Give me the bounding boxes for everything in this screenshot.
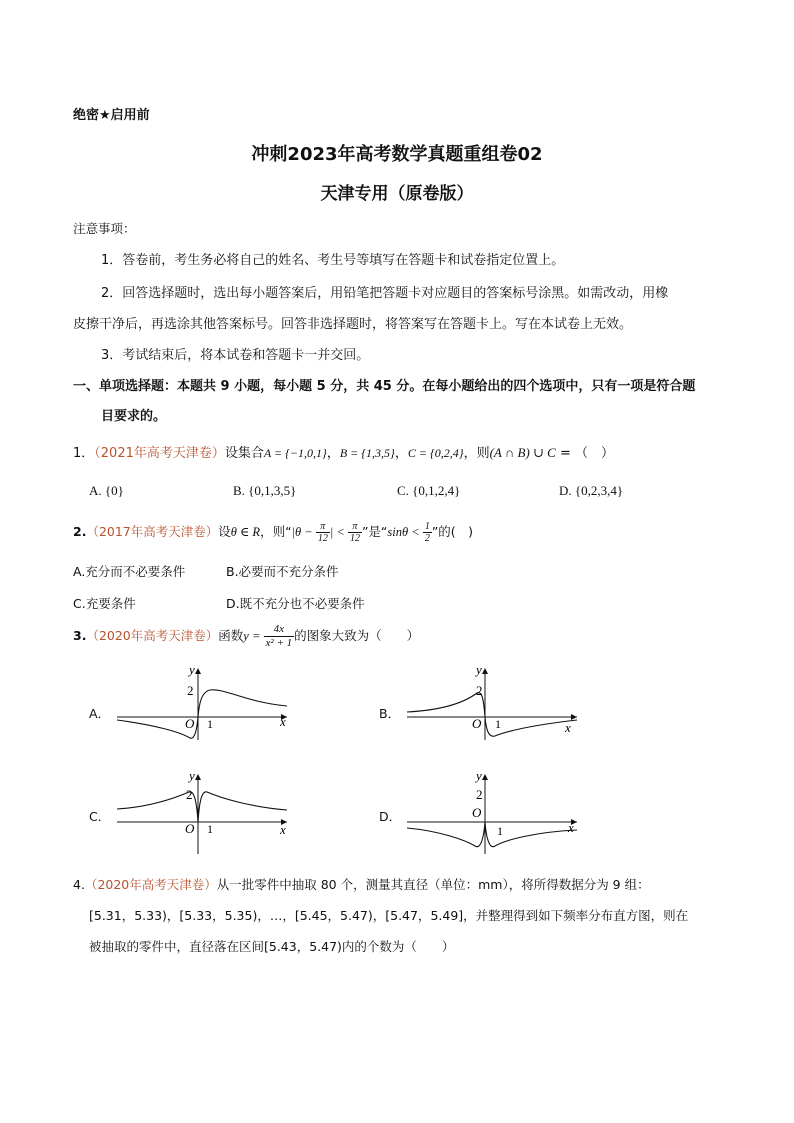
- graph-a: [115, 660, 300, 742]
- axis-label-x: x: [568, 820, 574, 835]
- q2-option-b: B.必要而不充分条件: [226, 564, 339, 579]
- numerator: 1: [424, 521, 430, 532]
- sin-expression: sinθ <: [387, 525, 423, 539]
- tick-label-2: 2: [476, 683, 483, 698]
- numerator: π: [316, 521, 330, 533]
- axis-label-y: y: [189, 662, 195, 677]
- notes-heading: 注意事项：: [73, 221, 136, 236]
- q1-option-a: A. {0}: [89, 483, 124, 498]
- question-2-stem: [73, 520, 473, 544]
- question-4-line3: 被抽取的零件中，直径落在区间[5.43，5.47)内的个数为（ ）: [89, 939, 455, 954]
- note-2b: 皮擦干净后，再选涂其他答案标号。回答非选择题时，将答案写在答题卡上。写在本试卷上无效。: [73, 317, 633, 332]
- function-fraction: [264, 623, 295, 650]
- stem-text: = （ ）: [555, 446, 615, 461]
- q3-option-a: A．: [89, 706, 111, 721]
- secret-label: 绝密★启用前: [73, 108, 150, 123]
- abs-expression: |θ −: [291, 525, 316, 539]
- stem-text: ，则“: [260, 524, 292, 539]
- pi-over-12: [348, 521, 362, 544]
- axis-label-x: x: [565, 720, 571, 735]
- denominator: x² + 1: [265, 637, 293, 649]
- note-2a: 2．回答选择题时，选出每小题答案后，用铅笔把答题卡对应题目的答案标号涂黑。如需改动，用橡: [101, 286, 669, 301]
- axis-label-x: x: [280, 714, 286, 729]
- separator: ，: [326, 446, 340, 461]
- numerator: 4x: [264, 623, 295, 637]
- axis-label-x: x: [280, 822, 286, 837]
- axis-label-y: y: [476, 662, 482, 677]
- q3-option-c: C．: [89, 809, 111, 824]
- q2-option-a: A.充分而不必要条件: [73, 564, 186, 579]
- numerator: π: [348, 521, 362, 533]
- tick-label-2: 2: [187, 683, 194, 698]
- origin-label: O: [185, 821, 195, 836]
- question-3-stem: [73, 622, 419, 650]
- note-1: 1．答卷前，考生务必将自己的姓名、考生号等填写在答题卡和试卷指定位置上。: [101, 253, 565, 268]
- question-source: （2017年高考天津卷）: [86, 524, 219, 539]
- stem-text: ，则: [463, 446, 490, 461]
- question-source: （2020年高考天津卷）: [84, 877, 217, 892]
- q3-option-d: D．: [379, 809, 402, 824]
- stem-text: 函数: [218, 628, 244, 643]
- origin-label: O: [185, 716, 195, 731]
- tick-label-1: 1: [497, 824, 503, 838]
- tick-label-1: 1: [495, 717, 501, 731]
- set-a: A = {−1,0,1}: [263, 446, 327, 460]
- graph-d: [405, 764, 590, 856]
- denominator: 2: [424, 533, 430, 544]
- separator: ，: [394, 446, 408, 461]
- tick-label-2: 2: [186, 787, 193, 802]
- set-b: B = {1,3,5}: [339, 446, 395, 460]
- origin-label: O: [472, 716, 482, 731]
- question-source: （2020年高考天津卷）: [86, 628, 219, 643]
- question-number: 3.: [73, 628, 87, 643]
- stem-text: 的图象大致为（ ）: [294, 628, 420, 643]
- denominator: 12: [349, 533, 360, 544]
- question-number: 4.: [73, 877, 85, 892]
- question-1-stem: [73, 442, 614, 461]
- y-equals: y =: [243, 629, 264, 643]
- graph-b: [405, 660, 590, 742]
- origin-label: O: [472, 805, 482, 820]
- question-4-line1: [73, 875, 650, 893]
- q1-option-b: B. {0,1,3,5}: [233, 483, 297, 498]
- question-number: 2.: [73, 524, 87, 539]
- axis-label-y: y: [476, 768, 482, 783]
- graph-c: [115, 764, 300, 856]
- page-subtitle: 天津专用（原卷版）: [320, 184, 474, 204]
- section-heading-line2: 目要求的。: [101, 409, 167, 424]
- q3-option-b: B．: [379, 706, 401, 721]
- tick-label-1: 1: [207, 822, 213, 836]
- stem-text: 从一批零件中抽取 80 个，测量其直径（单位：mm），将所得数据分为 9 组：: [216, 877, 650, 892]
- question-4-line2: [5.31，5.33)，[5.33，5.35)，…，[5.45，5.47)，[5.47，5.49]，并整理得到如下频率分布直方图，则在: [89, 908, 689, 923]
- section-heading-line1: 一、单项选择题：本题共 9 小题，每小题 5 分，共 45 分。在每小题给出的四个选项中，只有一项是符合题: [73, 379, 696, 394]
- note-3: 3．考试结束后，将本试卷和答题卡一并交回。: [101, 348, 370, 363]
- stem-text: ”是“: [361, 524, 388, 539]
- set-c: C = {0,2,4}: [407, 446, 464, 460]
- q2-option-d: D.既不充分也不必要条件: [226, 596, 365, 611]
- question-source: （2021年高考天津卷）: [94, 446, 225, 461]
- q1-option-c: C. {0,1,2,4}: [397, 483, 461, 498]
- tick-label-2: 2: [476, 787, 483, 802]
- page-title: 冲刺2023年高考数学真题重组卷02: [251, 144, 543, 165]
- stem-text: 设: [218, 524, 231, 539]
- tick-label-1: 1: [207, 717, 213, 731]
- abs-close: | <: [329, 525, 348, 539]
- one-half: [423, 521, 432, 544]
- theta-in-r: θ ∈ R: [230, 525, 261, 539]
- denominator: 12: [317, 533, 328, 544]
- set-expression: (A ∩ B) ∪ C: [489, 445, 556, 460]
- stem-text: ”的( ): [431, 524, 474, 539]
- stem-text: 设集合: [224, 446, 264, 461]
- q2-option-c: C.充要条件: [73, 596, 136, 611]
- q1-option-d: D. {0,2,3,4}: [559, 483, 624, 498]
- question-number: 1．: [73, 446, 95, 461]
- pi-over-12: [316, 521, 330, 544]
- axis-label-y: y: [189, 768, 195, 783]
